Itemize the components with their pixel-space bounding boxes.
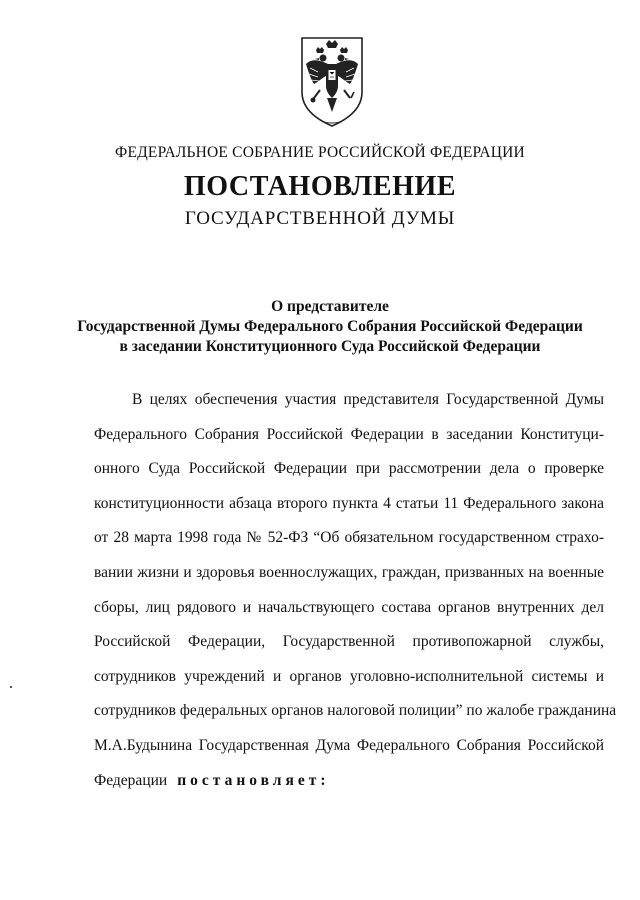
- scan-artifact-dot: [10, 686, 12, 688]
- body-last-line-prefix: Федерации: [94, 771, 168, 789]
- decree-word: постановляет:: [177, 771, 330, 789]
- body-line: В целях обеспечения участия представителя Государственной Думы: [132, 391, 604, 408]
- document-body: [94, 383, 617, 798]
- body-line: сотрудников федеральных органов налоговой полиции” по жалобе гражданина: [94, 702, 617, 720]
- body-line: Федерального Собрания Российской Федерации в заседании Конституци-: [94, 425, 604, 443]
- body-line: Российской Федерации, Государственной противопожарной службы,: [94, 633, 604, 651]
- subject-line: Государственной Думы Федерального Собрания Российской Федерации: [77, 318, 583, 335]
- subject-line: в заседании Конституционного Суда Российской Федерации: [119, 338, 541, 355]
- body-line: онного Суда Российской Федерации при рассмотрении дела о проверке: [94, 460, 604, 478]
- body-line: от 28 марта 1998 года № 52-ФЗ “Об обязательном государственном страхо-: [94, 529, 604, 547]
- document-subject: [60, 297, 600, 357]
- body-last-line: [94, 764, 604, 799]
- organization-name: ФЕДЕРАЛЬНОЕ СОБРАНИЕ РОССИЙСКОЙ ФЕДЕРАЦИИ: [115, 144, 525, 161]
- document-type: ПОСТАНОВЛЕНИЕ: [183, 171, 457, 202]
- subject-line: О представителе: [271, 298, 389, 315]
- body-line: сборы, лиц рядового и начальствующего состава органов внутренних дел: [94, 598, 604, 616]
- body-line: М.А.Будынина Государственная Дума Федерального Собрания Российской: [94, 736, 604, 754]
- document-issuer: ГОСУДАРСТВЕННОЙ ДУМЫ: [184, 208, 456, 229]
- body-line: сотрудников учреждений и органов уголовно-исполнительной системы и: [94, 667, 604, 685]
- body-line: конституционности абзаца второго пункта 4 статьи 11 Федерального закона: [94, 494, 604, 512]
- body-line: вании жизни и здоровья военнослужащих, граждан, призванных на военные: [94, 563, 604, 581]
- russian-coat-of-arms-icon: [296, 34, 368, 130]
